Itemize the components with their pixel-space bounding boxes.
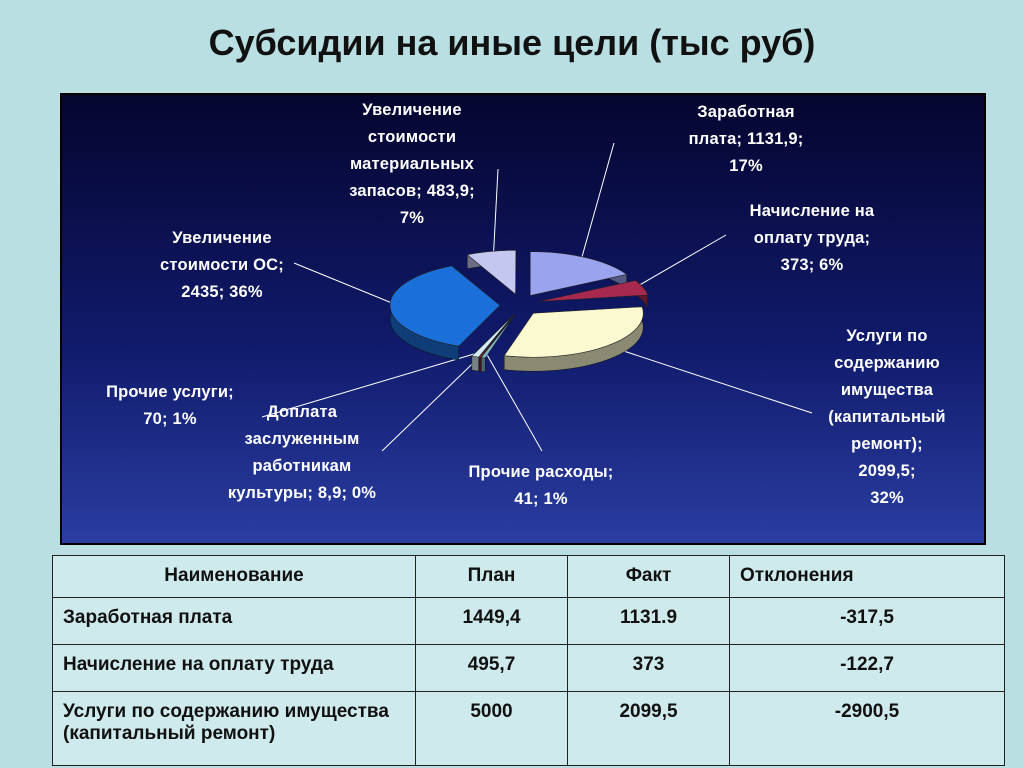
- table-row: [53, 692, 1005, 766]
- cell-plan: 495,7: [416, 645, 568, 692]
- cell-plan: 5000: [416, 692, 568, 766]
- pie-chart: [60, 93, 986, 545]
- leader-line: [581, 143, 614, 261]
- slice-label-payroll-charges: Начисление на оплату труда; 373; 6%: [749, 202, 875, 274]
- cell-fact: 1131.9: [568, 598, 730, 645]
- leader-line: [633, 235, 726, 289]
- header-deviation: Отклонения: [730, 556, 1005, 598]
- pie-slice-side: [481, 358, 485, 372]
- cell-name: Услуги по содержанию имущества (капитальный ремонт): [53, 692, 416, 766]
- cell-name: Начисление на оплату труда: [53, 645, 416, 692]
- leader-line: [599, 343, 812, 413]
- budget-table: [52, 555, 1005, 766]
- cell-deviation: -2900,5: [730, 692, 1005, 766]
- slice-label-material-stocks: Увеличение стоимости материальных запасов; 483,9; 7%: [349, 101, 475, 227]
- table-header-row: [53, 556, 1005, 598]
- cell-deviation: -122,7: [730, 645, 1005, 692]
- header-plan: План: [416, 556, 568, 598]
- table-row: [53, 645, 1005, 692]
- slice-label-other-expenses: Прочие расходы; 41; 1%: [468, 463, 614, 508]
- page-title: Субсидии на иные цели (тыс руб): [208, 22, 816, 63]
- cell-fact: 373: [568, 645, 730, 692]
- cell-name: Заработная плата: [53, 598, 416, 645]
- pie-slice-side: [479, 357, 480, 371]
- header-fact: Факт: [568, 556, 730, 598]
- pie-slice-side: [472, 356, 479, 371]
- slice-label-other-services: Прочие услуги; 70; 1%: [106, 383, 234, 428]
- cell-plan: 1449,4: [416, 598, 568, 645]
- cell-fact: 2099,5: [568, 692, 730, 766]
- slice-label-honored-workers: Доплата заслуженным работникам культуры; 8,9; 0%: [227, 403, 377, 502]
- header-name: Наименование: [53, 556, 416, 598]
- cell-deviation: -317,5: [730, 598, 1005, 645]
- slice-label-salary: Заработная плата; 1131,9; 17%: [688, 103, 804, 175]
- slice-label-fixed-assets: Увеличение стоимости ОС; 2435; 36%: [160, 229, 284, 301]
- table-row: [53, 598, 1005, 645]
- slice-label-property-maintenance: Услуги по содержанию имущества (капитальный ремонт); 2099,5; 32%: [828, 327, 946, 507]
